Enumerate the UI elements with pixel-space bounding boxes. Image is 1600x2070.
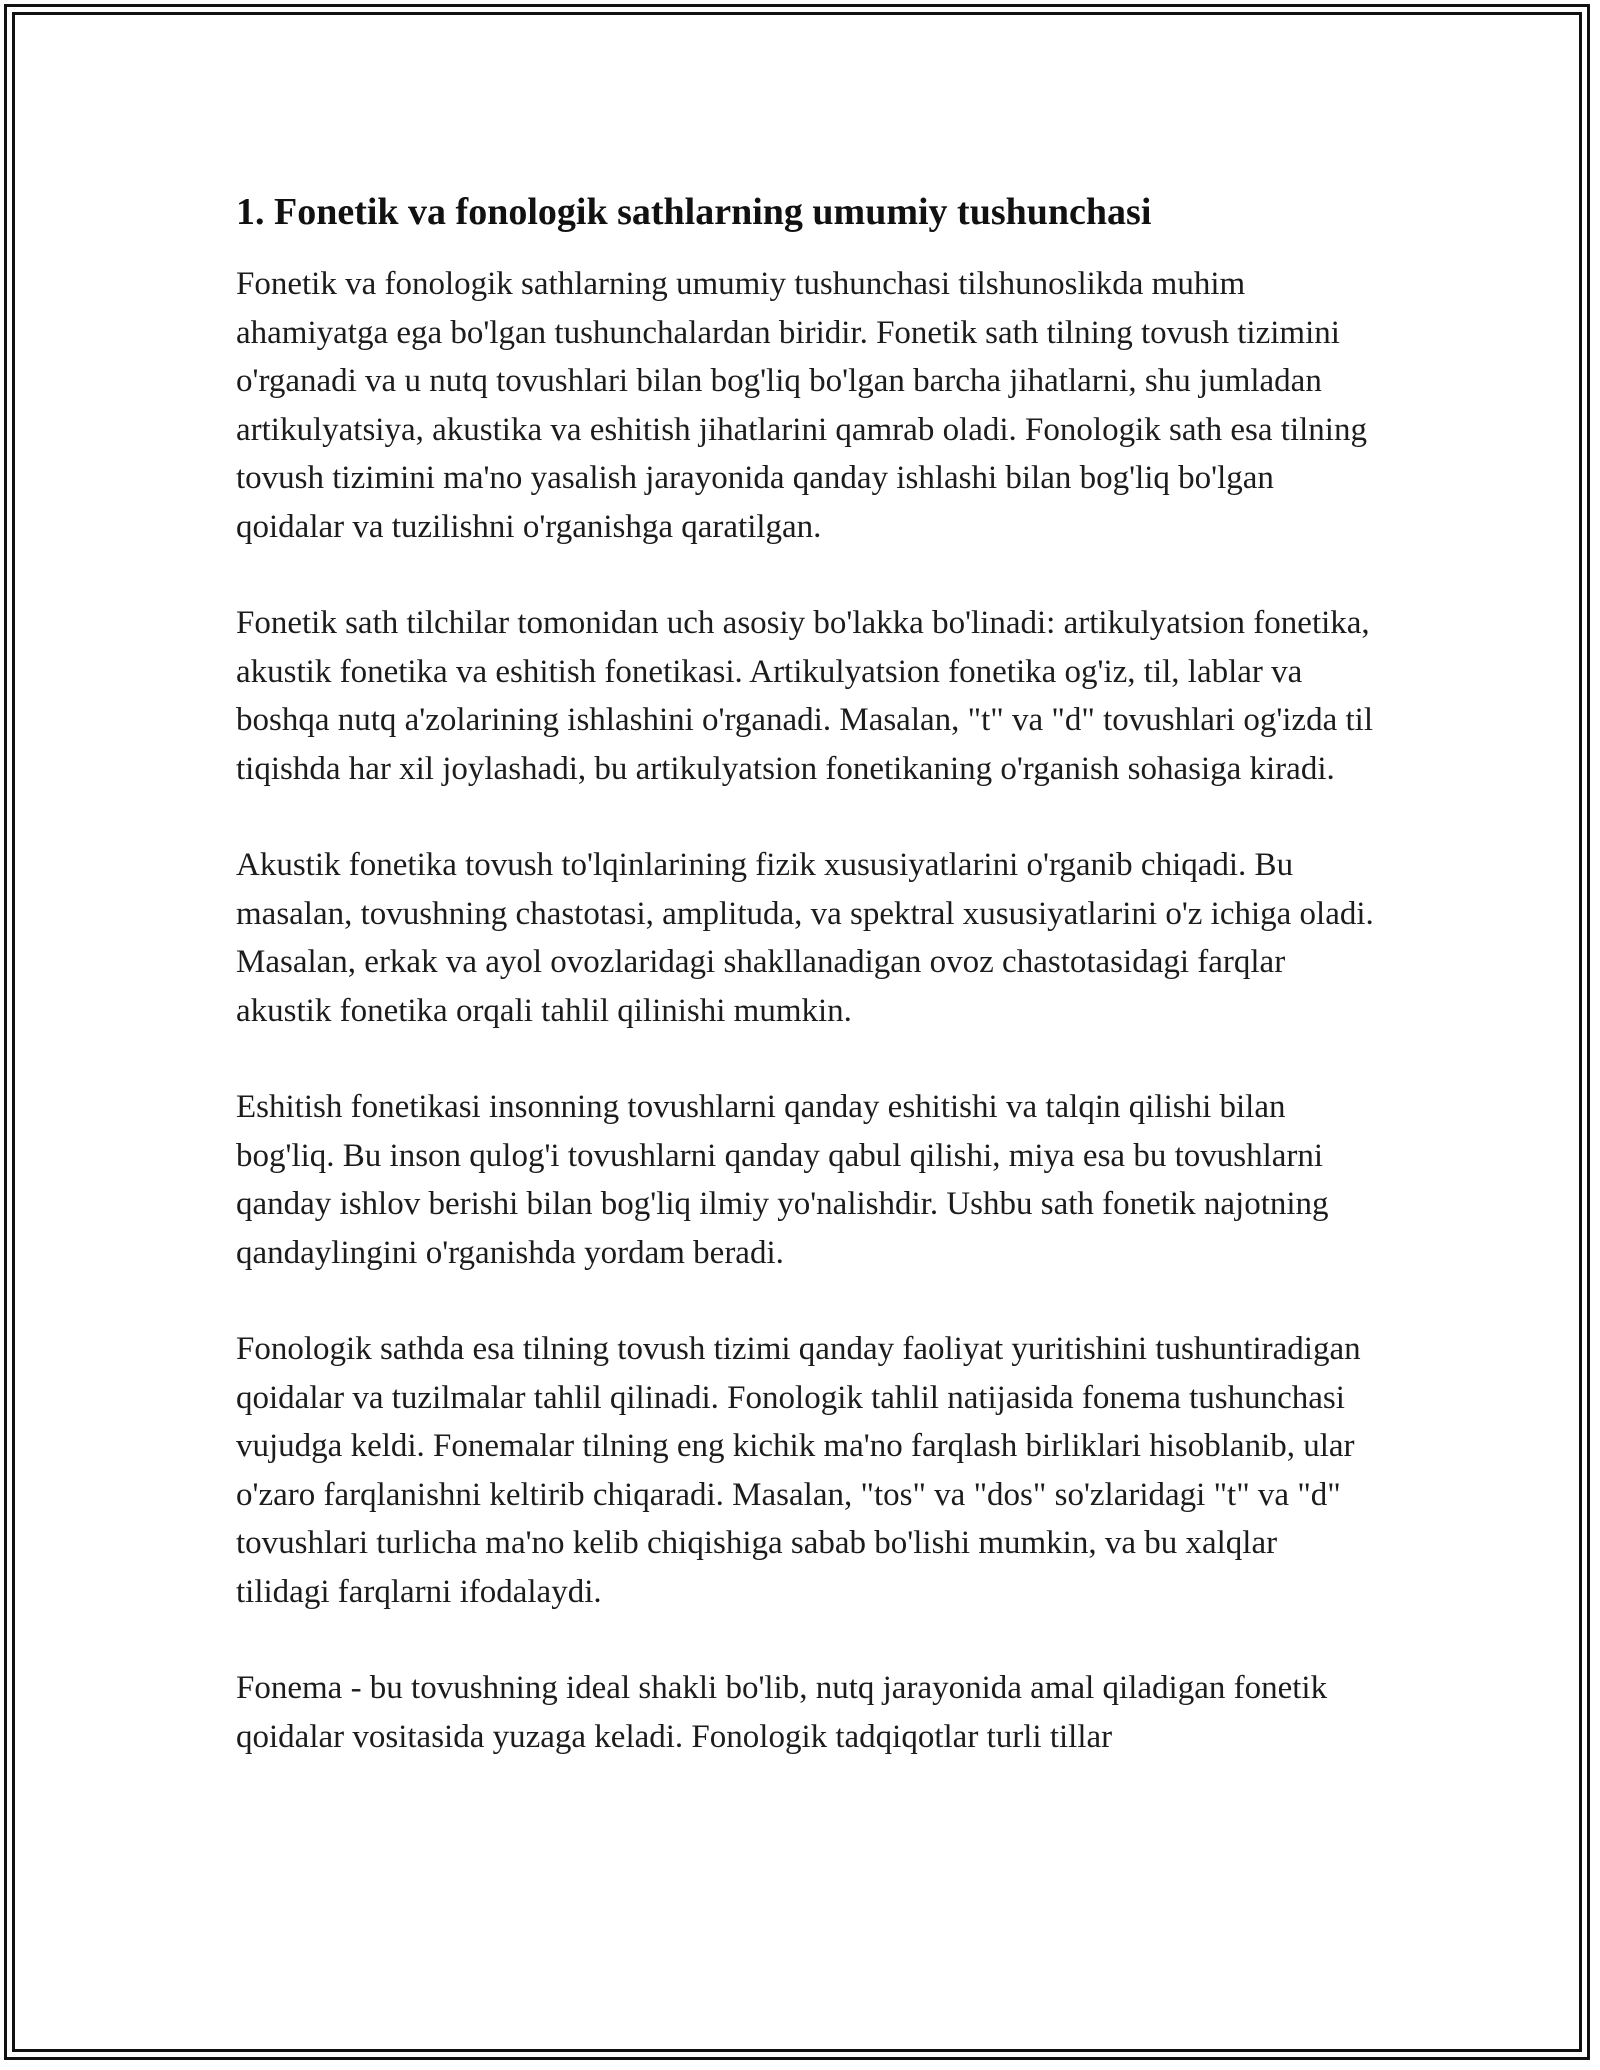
paragraph-phonetic-branches: Fonetik sath tilchilar tomonidan uch asosiy bo'lakka bo'linadi: artikulyatsion fonetika, akustik fonetika va eshitish fonetikasi. Artikulyatsion fonetika og'iz, til, lablar va boshqa nutq a'zolarining ishlashini o'rganadi. Masalan, "t" va "d" tovushlari og'izda til tiqishda har xil joylashadi, bu artikulyatsion fonetikaning o'rganish sohasiga kiradi. [236,605,1373,787]
paragraph-intro: Fonetik va fonologik sathlarning umumiy tushunchasi tilshunoslikda muhim ahamiyatga ega bo'lgan tushunchalardan biridir. Fonetik sath tilning tovush tizimini o'rganadi va u nutq tovushlari bilan bog'liq bo'lgan barcha jihatlarni, shu jumladan artikulyatsiya, akustika va eshitish jihatlarini qamrab oladi. Fonologik sath esa tilning tovush tizimini ma'no yasalish jarayonida qanday ishlashi bilan bog'liq bo'lgan qoidalar va tuzilishni o'rganishga qaratilgan. [236,266,1367,545]
paragraph-auditory-phonetics: Eshitish fonetikasi insonning tovushlarni qanday eshitishi va talqin qilishi bilan bog'liq. Bu inson qulog'i tovushlarni qanday qabul qilishi, miya esa bu tovushlarni qanday ishlov berishi bilan bog'liq ilmiy yo'nalishdir. Ushbu sath fonetik najotning qandaylingini o'rganishda yordam beradi. [236,1089,1329,1271]
paragraph-phonological-level: Fonologik sathda esa tilning tovush tizimi qanday faoliyat yuritishini tushuntiradigan qoidalar va tuzilmalar tahlil qilinadi. Fonologik tahlil natijasida fonema tushunchasi vujudga keldi. Fonemalar tilning eng kichik ma'no farqlash birliklari hisoblanib, ular o'zaro farqlanishni keltirib chiqaradi. Masalan, "tos" va "dos" so'zlaridagi "t" va "d" tovushlari turlicha ma'no kelib chiqishiga sabab bo'lishi mumkin, va bu xalqlar tilidagi farqlarni ifodalaydi. [236,1331,1361,1610]
section-heading: 1. Fonetik va fonologik sathlarning umumiy tushunchasi [236,191,1152,233]
paragraph-acoustic-phonetics: Akustik fonetika tovush to'lqinlarining fizik xususiyatlarini o'rganib chiqadi. Bu masalan, tovushning chastotasi, amplituda, va spektral xususiyatlarini o'z ichiga oladi. Masalan, erkak va ayol ovozlaridagi shakllanadigan ovoz chastotasidagi farqlar akustik fonetika orqali tahlil qilinishi mumkin. [236,847,1374,1029]
document-body [236,186,1376,1761]
paragraph-phoneme-definition: Fonema - bu tovushning ideal shakli bo'lib, nutq jarayonida amal qiladigan fonetik qoidalar vositasida yuzaga keladi. Fonologik tadqiqotlar turli tillar [236,1670,1328,1755]
